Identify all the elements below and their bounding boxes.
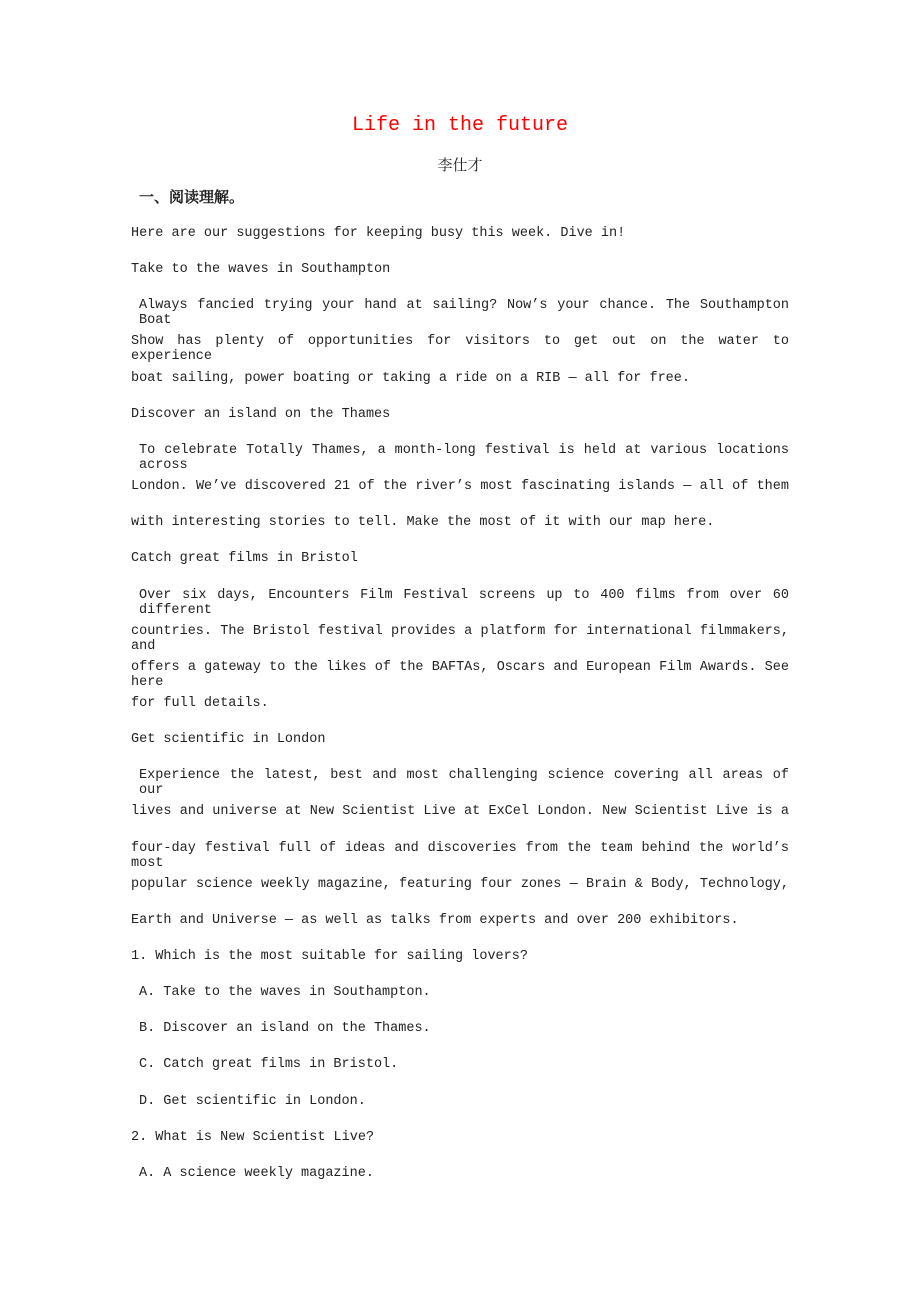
paragraph-line: Here are our suggestions for keeping busy this week. Dive in!: [131, 226, 626, 241]
paragraph-line: Get scientific in London: [131, 732, 326, 748]
paragraph-line: Catch great films in Bristol: [131, 551, 358, 567]
paragraph-line: boat sailing, power boating or taking a ride on a RIB — all for free.: [131, 370, 690, 386]
paragraph-line: Experience the latest, best and most challenging science covering all areas of our: [139, 768, 789, 799]
question-line: C. Catch great films in Bristol.: [139, 1057, 399, 1073]
question-line: D. Get scientific in London.: [139, 1093, 366, 1109]
question-line: 1. Which is the most suitable for sailing lovers?: [131, 949, 528, 964]
question-line: 2. What is New Scientist Live?: [131, 1129, 375, 1145]
paragraph-line: countries. The Bristol festival provides a platform for international filmmakers, and: [131, 623, 789, 654]
paragraph-line: offers a gateway to the likes of the BAFTAs, Oscars and European Film Awards. See here: [131, 659, 789, 690]
paragraph-line: To celebrate Totally Thames, a month-long festival is held at various locations across: [139, 442, 789, 473]
paragraph-line: Always fancied trying your hand at sailing? Now’s your chance. The Southampton Boat: [139, 298, 789, 329]
paragraph-line: popular science weekly magazine, featuring four zones — Brain & Body, Technology,: [131, 876, 789, 892]
paragraph-line: Over six days, Encounters Film Festival screens up to 400 films from over 60 different: [139, 587, 789, 618]
paragraph-line: with interesting stories to tell. Make the most of it with our map here.: [131, 515, 715, 531]
paragraph-line: Show has plenty of opportunities for visitors to get out on the water to experience: [131, 334, 789, 365]
paragraph-line: London. We’ve discovered 21 of the river’s most fascinating islands — all of them: [131, 479, 789, 495]
paragraph-line: Earth and Universe — as well as talks from experts and over 200 exhibitors.: [131, 912, 739, 928]
paragraph-line: for full details.: [131, 695, 269, 711]
paragraph-line: four-day festival full of ideas and discoveries from the team behind the world’s most: [131, 840, 789, 871]
paragraph-line: Take to the waves in Southampton: [131, 262, 391, 278]
paragraph-line: Discover an island on the Thames: [131, 406, 391, 422]
author: 李仕才: [437, 156, 483, 174]
document-title: Life in the future: [351, 114, 569, 137]
question-line: A. Take to the waves in Southampton.: [139, 985, 431, 1001]
question-line: A. A science weekly magazine.: [139, 1165, 374, 1181]
paragraph-line: lives and universe at New Scientist Live at ExCel London. New Scientist Live is a: [131, 804, 789, 820]
question-line: B. Discover an island on the Thames.: [139, 1021, 431, 1037]
section-heading: 一、阅读理解。: [139, 188, 245, 206]
